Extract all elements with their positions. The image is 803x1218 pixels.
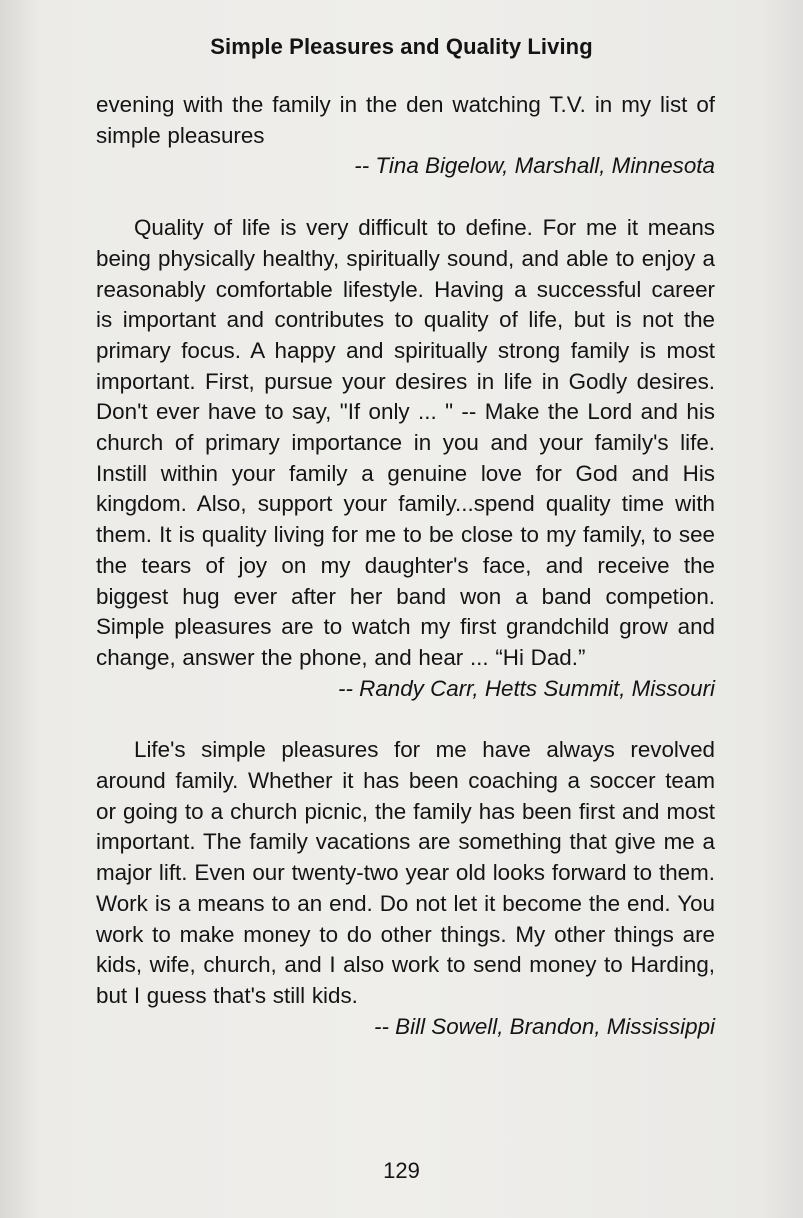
running-header: Simple Pleasures and Quality Living (210, 34, 593, 59)
attribution-bill-sowell: -- Bill Sowell, Brandon, Mississippi (374, 1013, 715, 1039)
paragraph-gap (96, 182, 715, 213)
paragraph-gap (96, 704, 715, 735)
paragraph-continued: evening with the family in the den watching T.V. in my list of simple pleasures (96, 92, 715, 148)
page-body (96, 90, 715, 1042)
attribution-randy-carr: -- Randy Carr, Hetts Summit, Missouri (338, 675, 715, 701)
page-number: 129 (383, 1158, 420, 1183)
paragraph-lifes-simple-pleasures: Life's simple pleasures for me have always revolved around family. Whether it has been coaching a soccer team or going to a church picnic, the family has been first and most important. The family vacations are something that give me a major lift. Even our twenty-two year old looks forward to them. Work is a means to an end. Do not let it become the end. You work to make money to do other things. My other things are kids, wife, church, and I also work to send money to Harding, but I guess that's still kids. (96, 737, 715, 1008)
paragraph-quality-of-life: Quality of life is very difficult to define. For me it means being physically healthy, spiritually sound, and able to enjoy a reasonably comfortable lifestyle. Having a successful career is important and contributes to quality of life, but is not the primary focus. A happy and spiritually strong family is most important. First, pursue your desires in life in Godly desires. Don't ever have to say, "If only ... " -- Make the Lord and his church of primary importance in you and your family's life. Instill within your family a genuine love for God and His kingdom. Also, support your family...spend quality time with them. It is quality living for me to be close to my family, to see the tears of joy on my daughter's face, and receive the biggest hug ever after her band won a band competion. Simple pleasures are to watch my first grandchild grow and change, answer the phone, and hear ... “Hi Dad.” (96, 215, 715, 670)
attribution-tina-bigelow: -- Tina Bigelow, Marshall, Minnesota (354, 153, 715, 179)
